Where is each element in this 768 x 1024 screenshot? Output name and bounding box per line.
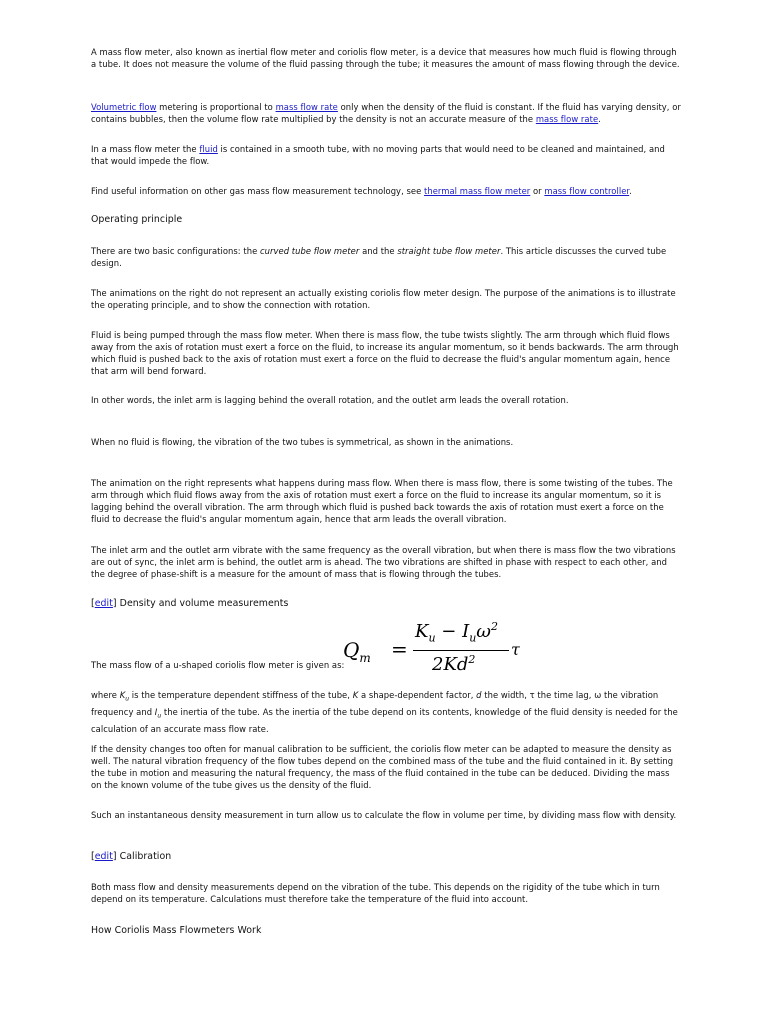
heading-operating-principle: Operating principle	[91, 214, 183, 225]
volumetric-paragraph: Volumetric flow metering is proportional to mass flow rate only when the density of the fluid is constant. If the fluid has varying density, or contains bubbles, then the volume flow rate multiplied by the density is not an accurate measure of the mass flow rate.	[91, 102, 681, 125]
heading-calibration: [edit] Calibration	[91, 851, 172, 862]
formula-denominator: 2Kd$^2$	[432, 653, 476, 675]
calibration-paragraph: Both mass flow and density measurements depend on the vibration of the tube. This depends on the rigidity of the tube which in turn depend on its temperature. Calculations must therefore take the temperature of the fluid into account.	[91, 882, 660, 905]
link-mass-flow-rate-2[interactable]: mass flow rate	[535, 114, 599, 125]
animation-mass-flow-paragraph: The animation on the right represents what happens during mass flow. When there is mass flow, there is some twisting of the tubes. The arm through which fluid flows away from the axis of rotation must exert a force on the fluid to increase its angular momentum, so it is lagging behind the overall vibration. The arm through which fluid is pushed back towards the axis of rotation must exert a force on the fluid to decrease the fluid's angular momentum again, hence that arm leads the overall vibration.	[91, 478, 673, 525]
fluid-pumped-paragraph: Fluid is being pumped through the mass flow meter. When there is mass flow, the tube twists slightly. The arm through which fluid flows away from the axis of rotation must exert a force on the fluid, to increase its angular momentum, so it bends backwards. The arm through which fluid is pushed back to the axis of rotation must exert a force on the fluid to decrease the fluid's angular momentum again, hence that arm will bend forward.	[91, 330, 679, 377]
phase-shift-paragraph: The inlet arm and the outlet arm vibrate with the same frequency as the overall vibration, but when there is mass flow the two vibrations are out of sync, the inlet arm is behind, the outlet arm is ahead. The two vibrations are shifted in phase with respect to each other, and the degree of phase-shift is a measure for the amount of mass that is flowing through the tubes.	[91, 545, 676, 580]
heading-density-volume: [edit] Density and volume measurements	[91, 598, 289, 609]
where-paragraph: where $K_u$ is the temperature dependent stiffness of the tube, K a shape-dependent factor, d the width, τ the time lag, ω the vibration frequency and $I_u$ the inertia of the tube. As the inertia of the tube depend on its contents, knowledge of the fluid density is needed for the calculation of an accurate mass flow rate.	[91, 690, 678, 734]
link-thermal-mass-flow-meter[interactable]: thermal mass flow meter	[424, 186, 531, 196]
link-mass-flow-controller[interactable]: mass flow controller	[544, 186, 630, 196]
link-mass-flow-rate[interactable]: mass flow rate	[275, 102, 338, 112]
no-fluid-paragraph: When no fluid is flowing, the vibration of the two tubes is symmetrical, as shown in the animations.	[91, 437, 514, 447]
intro-paragraph: A mass flow meter, also known as inertial flow meter and coriolis flow meter, is a device that measures how much fluid is flowing through a tube. It does not measure the volume of the fluid passing through the tube; it measures the amount of mass flowing through the device.	[91, 47, 680, 70]
link-volumetric-flow[interactable]: Volumetric flow	[91, 102, 157, 112]
edit-link-calibration[interactable]: edit	[94, 851, 113, 862]
useful-info-paragraph: Find useful information on other gas mass flow measurement technology, see thermal mass flow meter or mass flow controller.	[91, 186, 632, 196]
configurations-paragraph: There are two basic configurations: the curved tube flow meter and the straight tube flow meter. This article discusses the curved tube design.	[91, 246, 667, 269]
fraction-bar	[413, 650, 509, 651]
mass-flow-formula: $Q_m$ = $K_u - I_u\omega^2$ 2Kd$^2$ τ	[343, 620, 520, 675]
instantaneous-density-paragraph: Such an instantaneous density measurement in turn allow us to calculate the flow in volume per time, by dividing mass flow with density.	[91, 810, 677, 820]
other-words-paragraph: In other words, the inlet arm is lagging behind the overall rotation, and the outlet arm leads the overall rotation.	[91, 395, 569, 405]
mass-flow-given-paragraph: The mass flow of a u-shaped coriolis flow meter is given as:	[91, 660, 345, 670]
fluid-paragraph: In a mass flow meter the fluid is contained in a smooth tube, with no moving parts that would need to be cleaned and maintained, and that would impede the flow.	[91, 144, 665, 167]
density-changes-paragraph: If the density changes too often for manual calibration to be sufficient, the coriolis flow meter can be adapted to measure the density as well. The natural vibration frequency of the flow tubes depend on the combined mass of the tube and the fluid contained in it. By setting the tube in motion and measuring the natural frequency, the mass of the fluid contained in the tube can be deduced. Dividing the mass on the known volume of the tube gives us the density of the fluid.	[91, 744, 674, 791]
animations-paragraph: The animations on the right do not represent an actually existing coriolis flow meter design. The purpose of the animations is to illustrate the operating principle, and to show the connection with rotation.	[91, 288, 676, 311]
formula-numerator: $K_u - I_u\omega^2$	[415, 620, 498, 645]
link-fluid[interactable]: fluid	[199, 144, 218, 154]
how-coriolis-works-text: How Coriolis Mass Flowmeters Work	[91, 925, 262, 936]
edit-link-density[interactable]: edit	[94, 598, 113, 609]
